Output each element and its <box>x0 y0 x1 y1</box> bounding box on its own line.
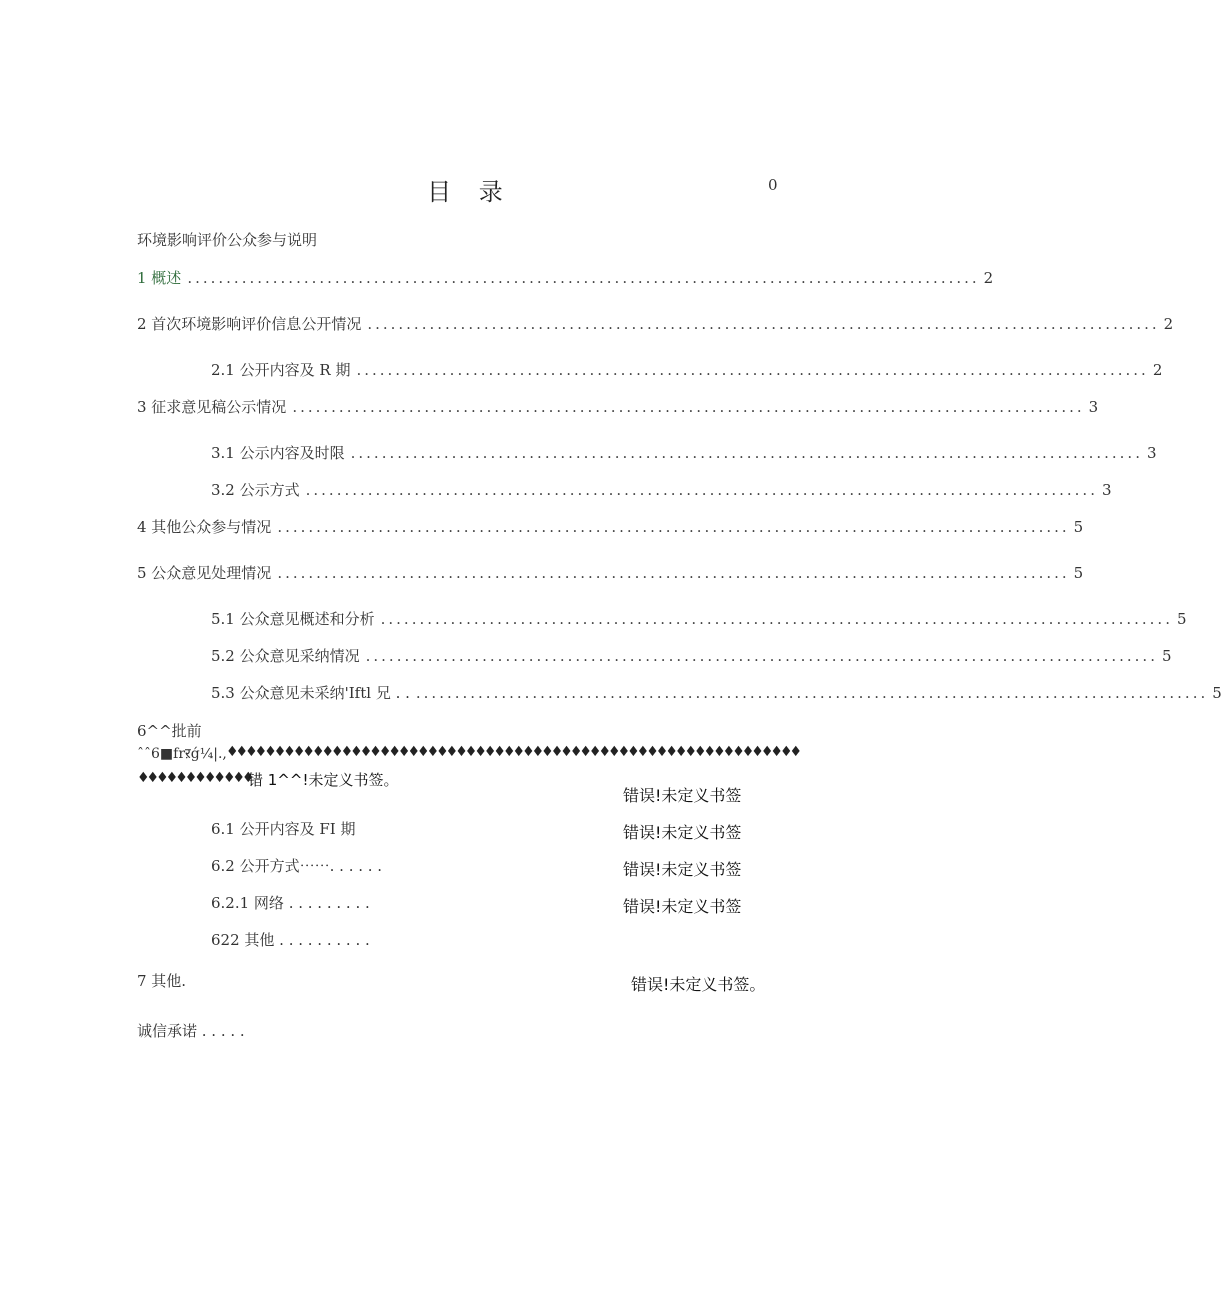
toc-entry-page: 5 <box>1073 564 1084 582</box>
toc-preface: 环境影响评价公众参与说明 <box>137 231 318 249</box>
garbled-diamonds: ♦♦♦♦♦♦♦♦♦♦♦♦♦♦♦♦♦♦♦♦♦♦♦♦♦♦♦♦♦♦♦♦♦♦♦♦♦♦♦♦♦♦♦♦♦♦♦♦♦♦♦♦♦♦♦♦♦♦♦♦ <box>226 744 800 760</box>
dot-leader: ...................................................................................................... <box>415 684 1209 702</box>
toc-entry-label: 3.2 公示方式 <box>211 481 300 499</box>
toc-entry-page: 3 <box>1101 481 1112 499</box>
toc-entry-6-2-1[interactable]: 6.2.1 网络 . . . . . . . . . <box>211 894 370 912</box>
corner-page-number: 0 <box>768 176 778 194</box>
bookmark-error: 错误!未定义书签 <box>623 897 742 916</box>
garbled-diamonds: ♦♦♦♦♦♦♦♦♦♦♦♦ <box>137 770 252 786</box>
dot-leader: ...................................................................................................... <box>187 269 980 287</box>
toc-entry-5[interactable] <box>137 562 1084 584</box>
toc-entry-5-1[interactable] <box>211 608 1187 630</box>
dot-leader: ...................................................................................................... <box>367 315 1160 333</box>
bookmark-error: 错误!未定义书签 <box>623 823 742 842</box>
toc-entry-3-2[interactable] <box>211 479 1112 501</box>
toc-entry-1[interactable] <box>137 267 994 289</box>
toc-entry-5-2[interactable] <box>211 645 1172 667</box>
bookmark-error: 错误!未定义书签 <box>623 860 742 879</box>
toc-entry-label: 3 征求意见稿公示情况 <box>137 398 287 416</box>
toc-entry-label: 5.3 公众意见未采纳'Iftl 兄 . . <box>211 684 410 702</box>
toc-entry-page: 2 <box>1152 361 1163 379</box>
toc-entry-7[interactable]: 7 其他. <box>137 972 187 990</box>
toc-entry-integrity[interactable]: 诚信承诺 . . . . . <box>137 1022 245 1040</box>
toc-entry-page: 3 <box>1088 398 1099 416</box>
dot-leader: ...................................................................................................... <box>277 518 1070 536</box>
dot-leader: ...................................................................................................... <box>380 610 1173 628</box>
toc-entry-label: 3.1 公示内容及时限 <box>211 444 345 462</box>
toc-entry-6-2-2[interactable]: 622 其他 . . . . . . . . . . <box>211 931 370 949</box>
dot-leader: ...................................................................................................... <box>277 564 1070 582</box>
dot-leader: ...................................................................................................... <box>350 444 1143 462</box>
toc-entry-label: 5.1 公众意见概述和分析 <box>211 610 375 628</box>
garbled-error-tail: 错 1^^!未定义书签。 <box>248 771 399 789</box>
dot-leader: ...................................................................................................... <box>365 647 1158 665</box>
dot-leader: ...................................................................................................... <box>292 398 1085 416</box>
toc-entry-label: 2.1 公开内容及 R 期 <box>211 361 351 379</box>
toc-entry-page: 2 <box>983 269 994 287</box>
toc-entry-page: 5 <box>1073 518 1084 536</box>
toc-entry-page: 2 <box>1163 315 1174 333</box>
dot-leader: ...................................................................................................... <box>356 361 1149 379</box>
toc-entry-6-1[interactable]: 6.1 公开内容及 FI 期 <box>211 820 356 838</box>
bookmark-error: 错误!未定义书签。 <box>631 975 766 994</box>
toc-entry-page: 5 <box>1212 684 1222 702</box>
toc-entry-page: 5 <box>1176 610 1187 628</box>
toc-entry-6-2[interactable]: 6.2 公开方式⋯⋯. . . . . . <box>211 857 383 875</box>
bookmark-error: 错误!未定义书签 <box>623 786 742 805</box>
toc-entry-4[interactable] <box>137 516 1084 538</box>
garbled-heading: 6^^批前 <box>137 722 202 740</box>
toc-entry-page: 3 <box>1146 444 1157 462</box>
toc-entry-3[interactable] <box>137 396 1099 418</box>
garbled-text: ˆˆ6■frऱǵ¼|., <box>137 746 227 762</box>
toc-entry-label: 5.2 公众意见采纳情况 <box>211 647 360 665</box>
toc-title: 目 录 <box>427 178 513 206</box>
toc-entry-5-3[interactable] <box>211 682 1222 704</box>
toc-entry-label: 2 首次环境影响评价信息公开情况 <box>137 315 362 333</box>
toc-entry-label: 4 其他公众参与情况 <box>137 518 272 536</box>
toc-entry-3-1[interactable] <box>211 442 1157 464</box>
toc-entry-label: 5 公众意见处理情况 <box>137 564 272 582</box>
toc-entry-page: 5 <box>1161 647 1172 665</box>
toc-entry-label: 1 概述 <box>137 269 182 287</box>
dot-leader: ...................................................................................................... <box>305 481 1098 499</box>
toc-entry-2-1[interactable] <box>211 359 1163 381</box>
toc-entry-2[interactable] <box>137 313 1174 335</box>
